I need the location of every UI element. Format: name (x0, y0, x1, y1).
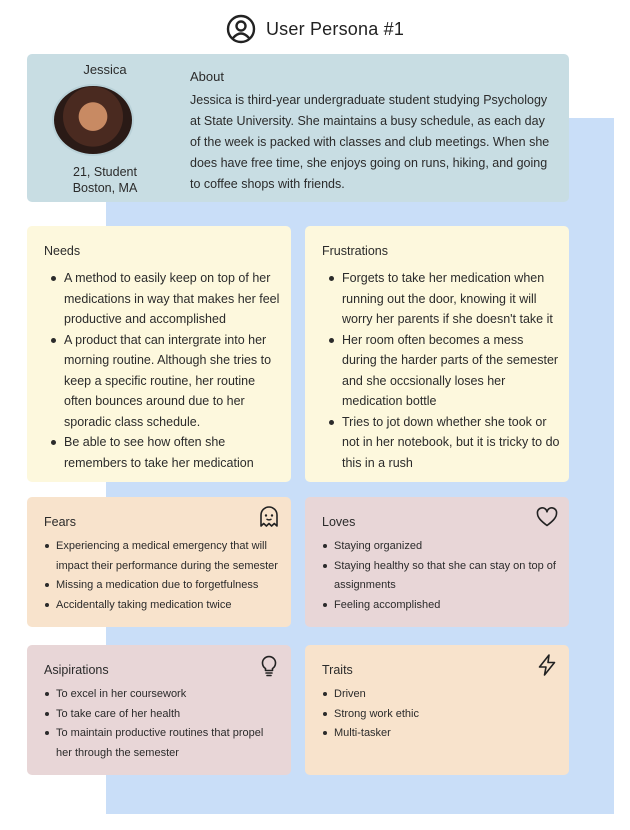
lightbulb-icon (257, 653, 281, 677)
frustrations-list (322, 268, 560, 473)
list-item: Tries to jot down whether she took or not in her notebook, but it is tricky to do this in a rush (322, 412, 560, 474)
frustrations-card (305, 226, 569, 482)
ghost-icon (257, 505, 281, 529)
page-title: User Persona #1 (265, 18, 405, 39)
needs-list (44, 268, 282, 473)
about-text: Jessica is third-year undergraduate student studying Psychology at State University. She maintains a busy schedule, as each day of the week is packed with classes and club meetings. When she does have free time, she enjoys going on runs, hiking, and going to coffee shops with friends. (190, 93, 550, 191)
profile-block (27, 54, 183, 202)
list-item: A product that can intergrate into her morning routine. Although she tries to keep a specific routine, her routine often bounces around due to her sporadic class schedule. (44, 330, 282, 433)
loves-heading: Loves (322, 515, 356, 529)
list-item: Experiencing a medical emergency that will impact their performance during the semester (44, 537, 282, 576)
needs-card (27, 226, 291, 482)
list-item: Feeling accomplished (322, 596, 560, 616)
list-item: To excel in her coursework (44, 685, 282, 705)
persona-meta (27, 164, 183, 196)
lightning-icon (535, 653, 559, 677)
list-item: Staying healthy so that she can stay on top of assignments (322, 557, 560, 596)
user-circle-icon (226, 14, 256, 44)
fears-list (44, 537, 282, 615)
list-item: Her room often becomes a mess during the harder parts of the semester and she occsionally loses her medication bottle (322, 330, 560, 412)
about-heading: About (190, 69, 224, 84)
persona-name: Jessica (83, 62, 127, 77)
traits-heading: Traits (322, 663, 353, 677)
list-item: Multi-tasker (322, 724, 560, 744)
fears-card (27, 497, 291, 627)
loves-list (322, 537, 560, 615)
aspirations-list (44, 685, 282, 763)
page-header (0, 12, 630, 46)
aspirations-heading: Asipirations (44, 663, 109, 677)
loves-card (305, 497, 569, 627)
about-card (27, 54, 569, 202)
heart-icon (535, 505, 559, 529)
avatar (52, 84, 134, 156)
list-item: Forgets to take her medication when running out the door, knowing it will worry her parents if she doesn't take it (322, 268, 560, 330)
traits-list (322, 685, 560, 744)
list-item: Missing a medication due to forgetfulness (44, 576, 282, 596)
persona-location: Boston, MA (72, 181, 138, 195)
list-item: Be able to see how often she remembers to take her medication (44, 432, 282, 473)
needs-heading: Needs (44, 244, 81, 258)
traits-card (305, 645, 569, 775)
list-item: Driven (322, 685, 560, 705)
fears-heading: Fears (44, 515, 76, 529)
list-item: A method to easily keep on top of her medications in way that makes her feel productive and accomplished (44, 268, 282, 330)
list-item: To maintain productive routines that propel her through the semester (44, 724, 282, 763)
list-item: To take care of her health (44, 705, 282, 725)
list-item: Accidentally taking medication twice (44, 596, 282, 616)
list-item: Strong work ethic (322, 705, 560, 725)
persona-age-role: 21, Student (73, 165, 137, 179)
frustrations-heading: Frustrations (322, 244, 388, 258)
about-section (190, 69, 555, 195)
list-item: Staying organized (322, 537, 560, 557)
aspirations-card (27, 645, 291, 775)
